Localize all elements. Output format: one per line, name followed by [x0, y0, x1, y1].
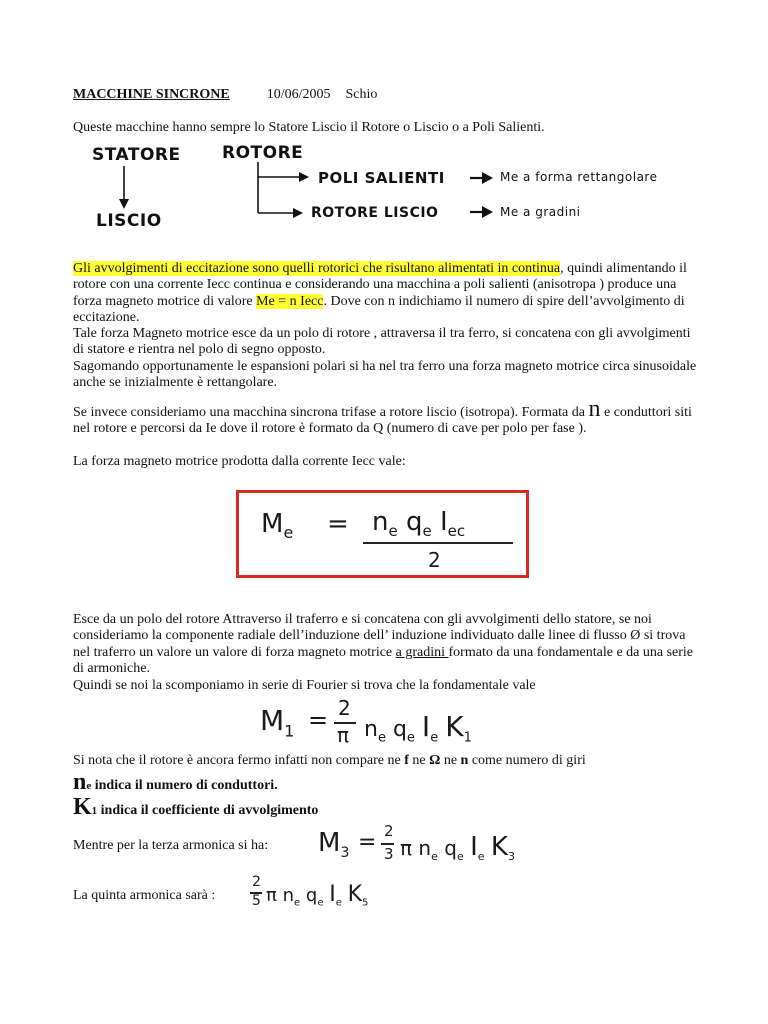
paragraph-shaping: Sagomando opportunamente le espansioni polari si ha nel tra ferro una forza magneto motrice circa sinusoidale anche se inizialmente è rettangolare.: [73, 359, 697, 391]
diagram-liscio-result: Me a gradini: [500, 205, 581, 219]
paragraph-fourier: Quindi se noi la scomponiamo in serie di Fourier si trova che la fondamentale vale: [73, 678, 536, 693]
paragraph-excitation: Gli avvolgimenti di eccitazione sono quelli rotorici che risultano alimentati in continua, quindi alimentando il rotore con una corrente Iecc continua e considerando una macchina a poli salienti (anisotropa ) produce una forza magneto motrice di valore Me = n Iecc. Dove con n indichiamo il numero di spire dell’avvolgimento di eccitazione.: [73, 261, 687, 325]
doc-title: MACCHINE SINCRONE: [73, 87, 230, 102]
paragraph-mmf-path: Tale forza Magneto motrice esce da un polo di rotore , attraversa il tra ferro, si concatena con gli avvolgimenti di statore e rientra nel polo di segno opposto.: [73, 326, 691, 358]
diagram-poli-salienti: POLI SALIENTI: [318, 169, 445, 187]
paragraph-stationary: Si nota che il rotore è ancora fermo infatti non compare ne f ne Ω ne n come numero di giri: [73, 753, 586, 768]
paragraph-mmf-value: La forza magneto motrice prodotta dalla corrente Iecc vale:: [73, 454, 406, 469]
big-n-symbol: n: [588, 396, 601, 422]
diagram-arrows: [0, 0, 768, 240]
formula-m1: $M_1$ = 2 π $n_e$ $q_e$ $I_e$ $K_1$: [260, 696, 472, 747]
third-harmonic-label: Mentre per la terza armonica si ha:: [73, 838, 269, 853]
diagram-rotore: ROTORE: [222, 143, 304, 163]
highlighted-sentence: Gli avvolgimenti di eccitazione sono quelli rotorici che risultano alimentati in continua: [73, 261, 561, 276]
fifth-harmonic-label: La quinta armonica sarà :: [73, 888, 216, 903]
boxed-formula-me: $M_e$ = $n_e$ $q_e$ $I_{ec}$ 2: [236, 490, 529, 578]
doc-date: 10/06/2005: [266, 87, 331, 102]
diagram-rotore-liscio: ROTORE LISCIO: [311, 205, 439, 221]
definition-k1: K1 indica il coefficiente di avvolgimento: [73, 794, 319, 820]
formula-me-highlight: Me = n Iecc: [256, 293, 324, 309]
paragraph-stator-flux: Esce da un polo del rotore Attraverso il traferro e si concatena con gli avvolgimenti dello statore, se noi consideriamo la componente radiale dell’induzione dell’ induzione individuato dalle linee di flusso Ø si trova nel traferro un valore un valore di forza magneto motrice a gradini formato da una fondamentale e da una serie di armoniche.: [73, 612, 694, 676]
doc-place: Schio: [345, 87, 378, 102]
formula-m5: 2 5 π $n_e$ $q_e$ $I_e$ $K_5$: [252, 874, 369, 909]
paragraph-isotropic: Se invece consideriamo una macchina sincrona trifase a rotore liscio (isotropa). Formata da n e conduttori siti nel rotore e percorsi da Ie dove il rotore è formato da Q (numero di cave per polo per fase ).: [73, 396, 692, 437]
diagram-liscio: LISCIO: [96, 211, 162, 231]
formula-m3: $M_3$ = 2 3 π $n_e$ $q_e$ $I_e$ $K_3$: [318, 822, 515, 863]
fraction-bar: [363, 542, 513, 544]
diagram-poli-result: Me a forma rettangolare: [500, 170, 658, 184]
intro-text: Queste macchine hanno sempre lo Statore Liscio il Rotore o Liscio o a Poli Salienti.: [73, 120, 545, 135]
diagram-statore: STATORE: [92, 145, 181, 165]
definition-ne: ne indica il numero di conduttori.: [73, 769, 278, 795]
